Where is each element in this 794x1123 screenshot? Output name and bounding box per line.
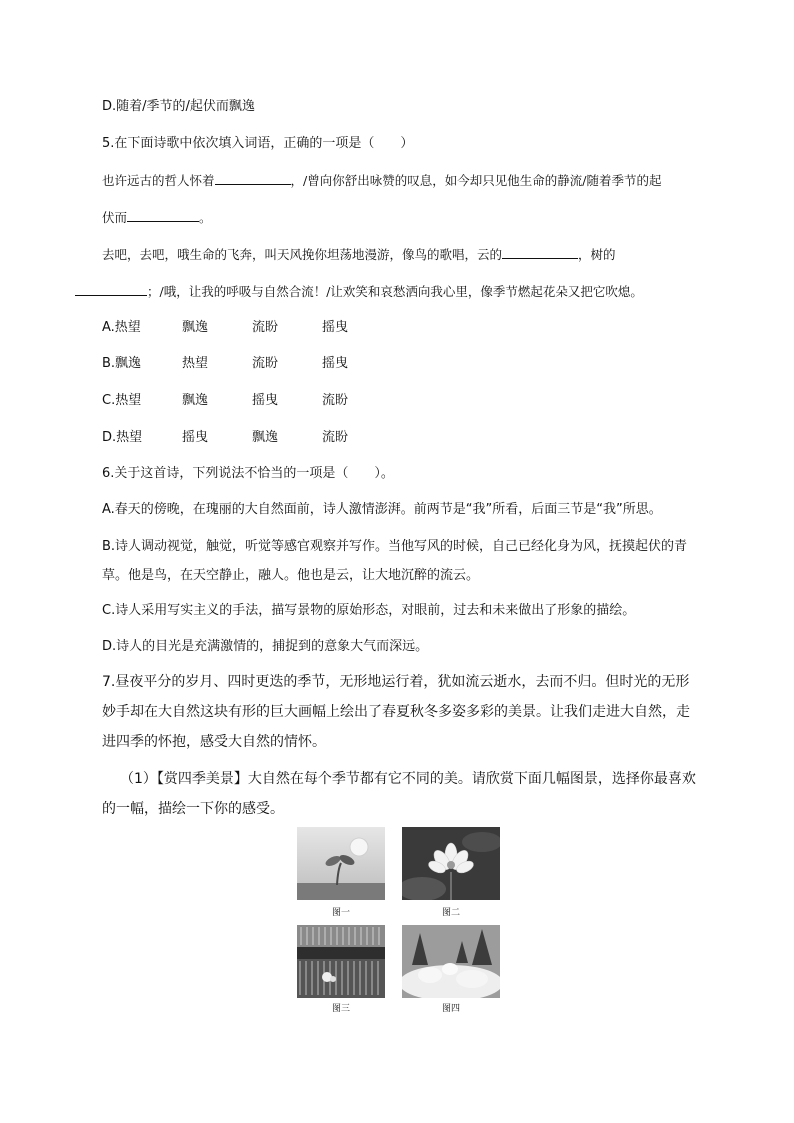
figure-1	[297, 827, 385, 900]
autumn-field-photo	[297, 925, 385, 998]
q7-stem: 7.昼夜平分的岁月、四时更迭的季节，无形地运行着，犹如流云逝水，去而不归。但时光的无形妙手却在大自然这块有形的巨大画幅上绘出了春夏秋冬多姿多彩的美景。让我们走进大自然，走进四季的怀抱，感受大自然的情怀。	[102, 674, 690, 750]
option-word: 流盼	[252, 356, 279, 371]
fill-blank-2[interactable]	[127, 209, 199, 222]
option-word: D.热望	[102, 430, 143, 445]
poem-text: 去吧，去吧，哦生命的飞奔，叫天风挽你坦荡地漫游，像鸟的歌唱，云的	[102, 247, 503, 262]
option-word: 飘逸	[252, 430, 279, 445]
figure-3	[297, 925, 385, 998]
sprout-sun-photo	[297, 827, 385, 900]
q7-sub1: （1）【赏四季美景】大自然在每个季节都有它不同的美。请欣赏下面几幅图景，选择你最喜欢的一幅，描绘一下你的感受。	[102, 771, 696, 817]
figure-1-caption: 图一	[331, 908, 350, 918]
option-word: 飘逸	[182, 320, 209, 335]
figure-4	[402, 925, 500, 998]
option-word: 流盼	[322, 430, 349, 445]
q5-poem-line2	[102, 209, 212, 227]
q6-option-a: A.春天的傍晚，在瑰丽的大自然面前，诗人激情澎湃。前两节是“我”所看，后面三节是“我”所思。	[102, 502, 662, 517]
figure-2-caption: 图二	[441, 908, 460, 918]
q5-poem-line1	[102, 172, 661, 190]
q4-option-d: D.随着/季节的/起伏而飘逸	[102, 99, 255, 114]
poem-text: 伏而	[102, 210, 128, 225]
fill-blank-4[interactable]	[75, 283, 147, 296]
figure-4-caption: 图四	[441, 1004, 460, 1014]
option-word: A.热望	[102, 320, 141, 335]
q6-option-c: C.诗人采用写实主义的手法，描写景物的原始形态，对眼前，过去和未来做出了形象的描绘。	[102, 603, 636, 618]
snow-scene-photo	[402, 925, 500, 998]
poem-text: 。	[199, 210, 212, 225]
option-word: B.飘逸	[102, 356, 142, 371]
fill-blank-3[interactable]	[502, 246, 578, 259]
fill-blank-1[interactable]	[215, 172, 291, 185]
q5-poem-line4	[75, 283, 643, 301]
option-word: 飘逸	[182, 393, 209, 408]
option-word: 摇曳	[322, 356, 349, 371]
figure-2	[402, 827, 500, 900]
option-word: 摇曳	[322, 320, 349, 335]
poem-text: ，/曾向你舒出咏赞的叹息，如今却只见他生命的静流/随着季节的起	[290, 173, 662, 188]
option-word: 摇曳	[252, 393, 279, 408]
q6-option-d: D.诗人的目光是充满激情的，捕捉到的意象大气而深远。	[102, 639, 429, 654]
q6-option-b: B.诗人调动视觉，触觉，听觉等感官观察并写作。当他写风的时候，自己已经化身为风，抚摸起伏的青草。他是鸟，在天空静止，融人。他也是云，让大地沉醉的流云。	[102, 539, 688, 583]
figure-3-caption: 图三	[331, 1004, 350, 1014]
poem-text: ；/哦，让我的呼吸与自然合流！/让欢笑和哀愁洒向我心里，像季节燃起花朵又把它吹熄。	[147, 284, 643, 299]
option-word: C.热望	[102, 393, 142, 408]
option-word: 摇曳	[182, 430, 209, 445]
q5-poem-line3	[102, 246, 616, 264]
lotus-flower-photo	[402, 827, 500, 900]
poem-text: ，树的	[578, 247, 616, 262]
q6-stem: 6.关于这首诗，下列说法不恰当的一项是（ ）。	[102, 466, 394, 481]
option-word: 流盼	[322, 393, 349, 408]
option-word: 热望	[182, 356, 209, 371]
option-word: 流盼	[252, 320, 279, 335]
poem-text: 也许远古的哲人怀着	[102, 173, 215, 188]
q5-stem: 5.在下面诗歌中依次填入词语，正确的一项是（ ）	[102, 136, 414, 151]
